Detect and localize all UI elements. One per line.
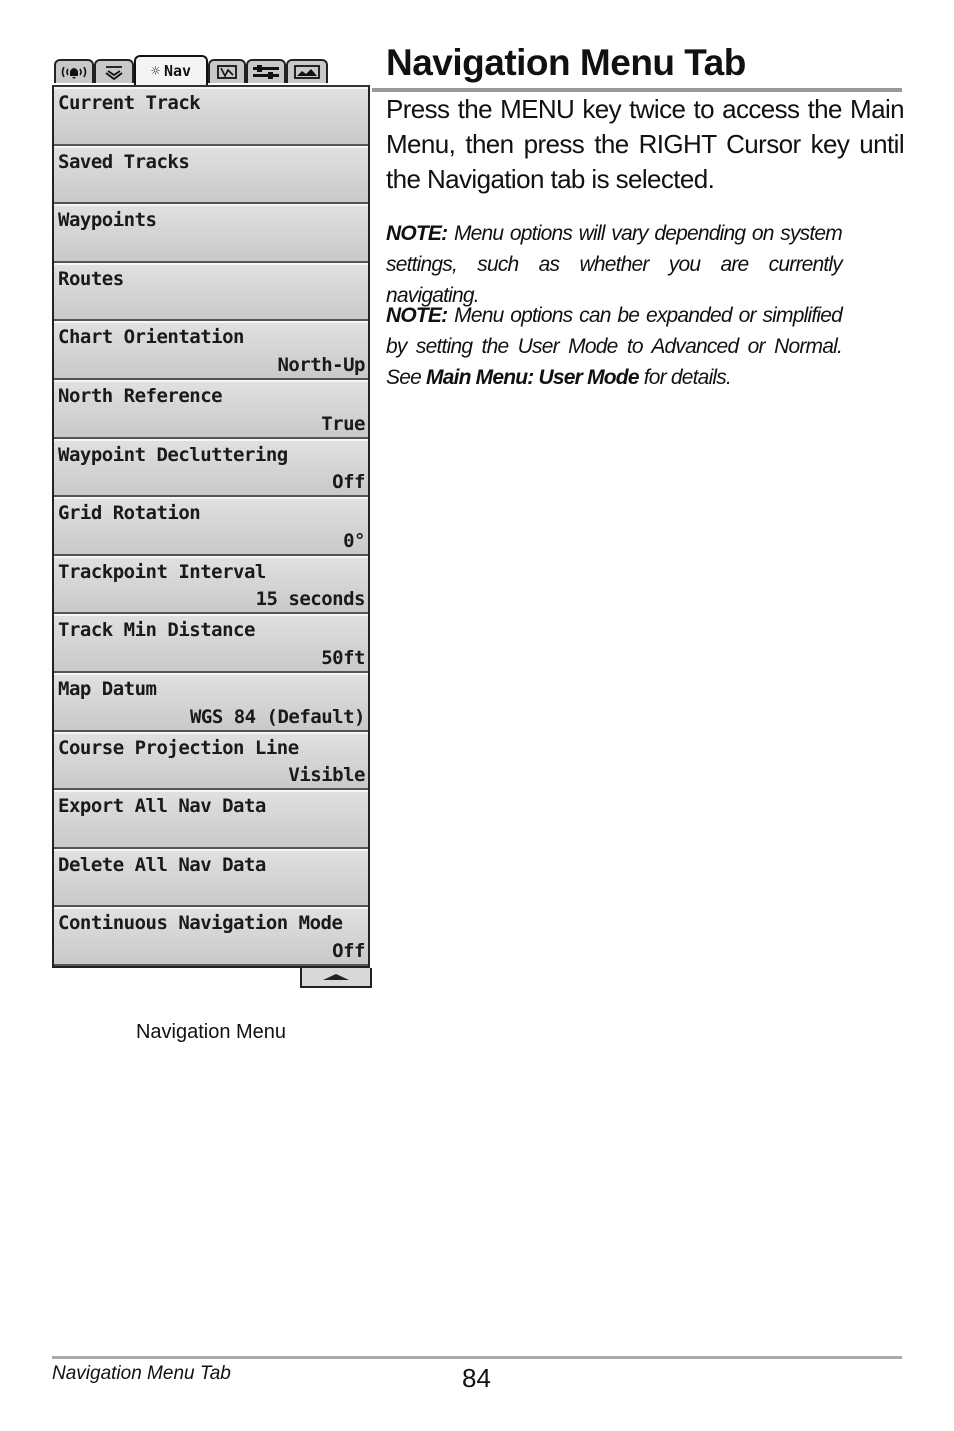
menu-item-label: Course Projection Line — [58, 736, 299, 759]
note-system-settings — [386, 218, 842, 311]
menu-item-label: Chart Orientation — [58, 326, 244, 349]
nav-tab[interactable] — [134, 55, 208, 85]
scroll-up-button[interactable] — [300, 968, 372, 988]
chart-icon — [216, 64, 238, 80]
menu-item-label: Grid Rotation — [58, 502, 201, 525]
note-prefix: NOTE: — [386, 222, 448, 245]
menu-item-value: 50ft — [321, 646, 365, 669]
menu-item-label: Continuous Navigation Mode — [58, 912, 343, 935]
menu-item-waypoint-decluttering[interactable] — [54, 439, 368, 498]
sonar-tab[interactable] — [94, 59, 134, 83]
menu-item-label: Saved Tracks — [58, 150, 190, 173]
menu-item-label: Waypoints — [58, 209, 157, 232]
note-text: Menu options can be expanded or simplified by setting the User Mode to Advanced or Normal. See — [386, 304, 842, 389]
footer-section-title: Navigation Menu Tab — [52, 1363, 231, 1384]
intro-paragraph: Press the MENU key twice to access the Main Menu, then press the RIGHT Cursor key until the Navigation tab is selected. — [386, 94, 904, 194]
menu-item-course-projection-line[interactable] — [54, 732, 368, 791]
figure-caption: Navigation Menu — [135, 1021, 287, 1043]
menu-item-label: North Reference — [58, 384, 223, 407]
menu-item-value: North-Up — [277, 353, 365, 376]
menu-item-chart-orientation[interactable] — [54, 321, 368, 380]
menu-item-label: Delete All Nav Data — [58, 853, 266, 876]
menu-item-value: 15 seconds — [255, 588, 365, 611]
alarms-tab[interactable] — [54, 59, 94, 83]
menu-item-map-datum[interactable] — [54, 673, 368, 732]
menu-item-label: Current Track — [58, 92, 201, 114]
note-prefix: NOTE: — [386, 304, 448, 327]
alarm-icon — [59, 64, 89, 80]
note-user-mode — [386, 300, 842, 393]
menu-scroll-area — [52, 968, 370, 988]
menu-item-saved-tracks[interactable] — [54, 146, 368, 205]
menu-item-value: WGS 84 (Default) — [189, 705, 365, 728]
menu-item-north-reference[interactable] — [54, 380, 368, 439]
views-icon — [293, 64, 321, 80]
menu-item-track-min-distance[interactable] — [54, 614, 368, 673]
menu-tab-bar — [52, 55, 370, 85]
note-suffix: for details. — [643, 366, 732, 389]
note-text: Menu options will vary depending on system settings, such as whether you are currently navigating. — [386, 222, 842, 307]
menu-item-current-track[interactable] — [54, 87, 368, 146]
setup-icon — [251, 64, 281, 80]
chart-tab[interactable] — [208, 59, 246, 83]
menu-item-label: Track Min Distance — [58, 619, 255, 642]
menu-item-delete-all-nav-data[interactable] — [54, 849, 368, 908]
page-title: Navigation Menu Tab — [386, 42, 746, 83]
menu-item-grid-rotation[interactable] — [54, 497, 368, 556]
nav-icon: ☼ — [150, 62, 160, 80]
menu-item-waypoints[interactable] — [54, 204, 368, 263]
menu-item-value: Off — [332, 471, 365, 494]
menu-item-value: 0° — [343, 529, 365, 552]
setup-tab[interactable] — [246, 59, 286, 83]
menu-items-list — [52, 85, 370, 968]
menu-item-value: True — [321, 412, 365, 435]
footer-divider — [52, 1356, 902, 1359]
navigation-menu-screenshot — [52, 55, 370, 988]
cross-reference-link[interactable]: Main Menu: User Mode — [426, 366, 639, 389]
scroll-up-arrow-icon — [323, 974, 349, 980]
page-number: 84 — [462, 1363, 491, 1393]
menu-item-value: Off — [332, 939, 365, 962]
menu-item-trackpoint-interval[interactable] — [54, 556, 368, 615]
menu-item-label: Trackpoint Interval — [58, 560, 266, 583]
sonar-icon — [102, 64, 126, 80]
views-tab[interactable] — [286, 59, 328, 83]
menu-item-label: Map Datum — [58, 677, 157, 700]
menu-item-label: Routes — [58, 267, 124, 290]
menu-item-label: Waypoint Decluttering — [58, 443, 288, 466]
menu-item-routes[interactable] — [54, 263, 368, 322]
menu-item-value: Visible — [288, 764, 365, 787]
menu-item-export-all-nav-data[interactable] — [54, 790, 368, 849]
nav-tab-label: Nav — [163, 62, 192, 80]
menu-item-label: Export All Nav Data — [58, 795, 266, 818]
menu-item-continuous-navigation-mode[interactable] — [54, 907, 368, 966]
